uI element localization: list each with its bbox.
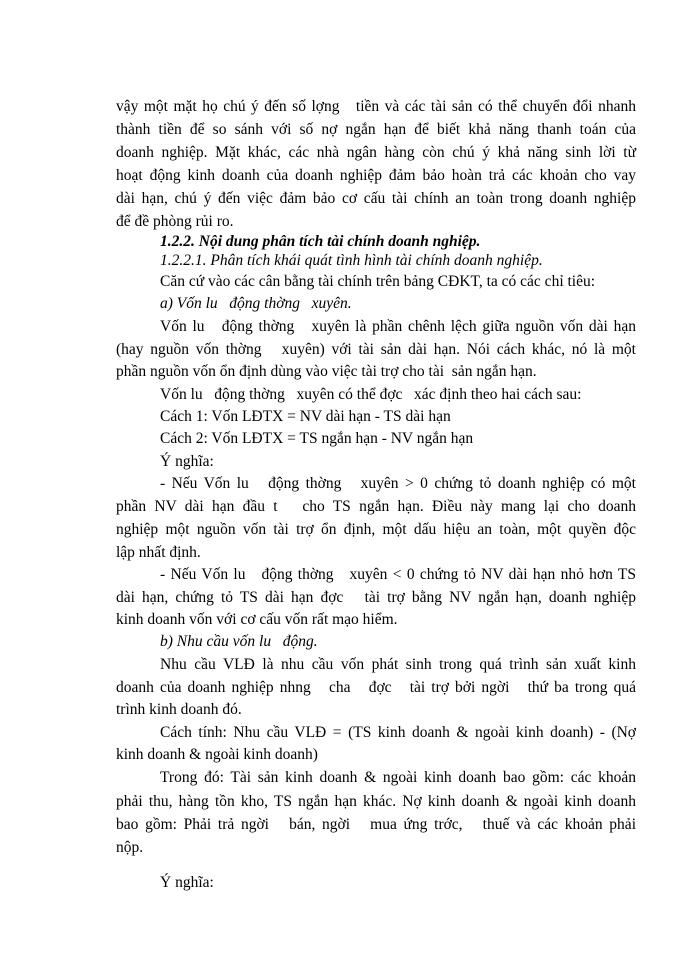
text-line: phần NV dài hạn đầu t cho TS ngắn hạn. Điều này mang lại cho doanh bbox=[116, 498, 636, 515]
meaning-label: Ý nghĩa: bbox=[160, 453, 214, 470]
text-line: Trong đó: Tài sản kinh doanh & ngoài kinh doanh bao gồm: các khoản bbox=[160, 769, 636, 786]
text-line: vậy một mặt họ chú ý đến số lợng tiền và các tài sản có thể chuyển đổi nhanh bbox=[116, 98, 636, 115]
text-line: Vốn lu động thờng xuyên là phần chênh lệch giữa nguồn vốn dài hạn bbox=[160, 318, 636, 335]
text-line: bao gồm: Phải trả ngời bán, ngời mua ứng trớc, thuế và các khoản phải bbox=[116, 816, 636, 833]
text-line: kinh doanh vốn với cơ cấu vốn rất mạo hiểm. bbox=[116, 611, 398, 628]
text-line: (hay nguồn vốn thờng xuyên) với tài sản dài hạn. Nói cách khác, nó là một bbox=[116, 341, 636, 358]
meaning-label: Ý nghĩa: bbox=[160, 874, 214, 891]
text-line: để đề phòng rủi ro. bbox=[116, 213, 234, 230]
formula-line: Cách 1: Vốn LĐTX = NV dài hạn - TS dài hạn bbox=[160, 408, 451, 425]
text-line: doanh nghiệp. Mặt khác, các nhà ngân hàng còn chú ý khả năng sinh lời từ bbox=[116, 144, 636, 161]
text-line: trình kinh doanh đó. bbox=[116, 701, 242, 718]
text-line: thành tiền để so sánh với số nợ ngắn hạn để biết khả năng thanh toán của bbox=[116, 121, 636, 138]
text-line: - Nếu Vốn lu động thờng xuyên < 0 chứng tỏ NV dài hạn nhỏ hơn TS bbox=[160, 566, 636, 583]
text-line: nghiệp một nguồn vốn tài trợ ổn định, một dấu hiệu an toàn, một quyền độc bbox=[116, 521, 636, 538]
formula-line: Cách 2: Vốn LĐTX = TS ngắn hạn - NV ngắn hạn bbox=[160, 430, 474, 447]
item-heading-a: a) Vốn lu động thờng xuyên. bbox=[160, 295, 352, 312]
text-line: nộp. bbox=[116, 839, 144, 856]
text-line: dài hạn, chú ý đến việc đảm bảo cơ cấu tài chính an toàn trong doanh nghiệp bbox=[116, 190, 636, 207]
text-line: kinh doanh & ngoài kinh doanh) bbox=[116, 746, 318, 763]
text-line: Căn cứ vào các cân bằng tài chính trên bảng CĐKT, ta có các chỉ tiêu: bbox=[160, 273, 596, 290]
text-line: - Nếu Vốn lu động thờng xuyên > 0 chứng tỏ doanh nghiệp có một bbox=[160, 475, 636, 492]
text-line: Nhu cầu VLĐ là nhu cầu vốn phát sinh trong quá trình sản xuất kinh bbox=[160, 656, 636, 673]
text-line: dài hạn, chứng tỏ TS dài hạn đợc tài trợ bằng NV ngắn hạn, doanh nghiệp bbox=[116, 589, 636, 606]
text-line: lập nhất định. bbox=[116, 544, 201, 561]
section-heading: 1.2.2. Nội dung phân tích tài chính doanh nghiệp. bbox=[160, 233, 481, 250]
text-line: hoạt động kinh doanh của doanh nghiệp đảm bảo hoàn trả các khoản cho vay bbox=[116, 167, 636, 184]
item-heading-b: b) Nhu cầu vốn lu động. bbox=[160, 633, 318, 650]
text-line: Cách tính: Nhu cầu VLĐ = (TS kinh doanh & ngoài kinh doanh) - (Nợ bbox=[160, 724, 636, 741]
text-line: phải thu, hàng tồn kho, TS ngắn hạn khác. Nợ kinh doanh & ngoài kinh doanh bbox=[116, 793, 636, 810]
text-line: doanh của doanh nghiệp nhng cha đợc tài trợ bởi ngời thứ ba trong quá bbox=[116, 679, 636, 696]
text-line: phần nguồn vốn ổn định dùng vào việc tài trợ cho tài sản ngắn hạn. bbox=[116, 363, 537, 380]
text-line: Vốn lu động thờng xuyên có thể đợc xác định theo hai cách sau: bbox=[160, 386, 582, 403]
subsection-heading: 1.2.2.1. Phân tích khái quát tình hình tài chính doanh nghiệp. bbox=[160, 252, 543, 269]
